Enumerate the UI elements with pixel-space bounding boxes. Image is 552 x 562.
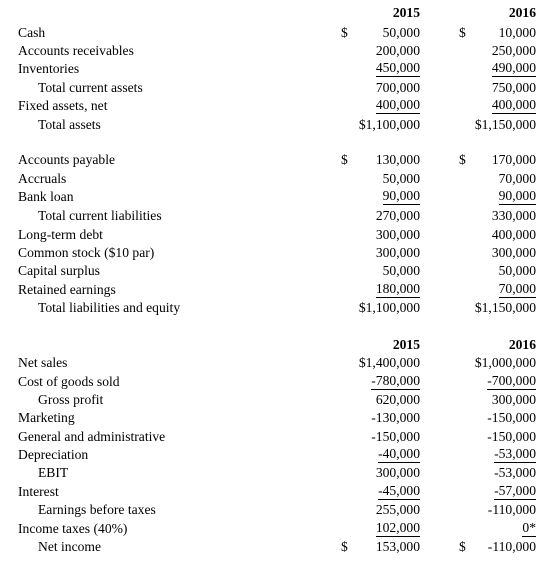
row-earnings-before-taxes xyxy=(0,501,552,519)
currency-symbol: $ xyxy=(459,539,466,554)
row-cash xyxy=(0,24,552,42)
row-net-sales xyxy=(0,354,552,372)
row-total-current-liabilities xyxy=(0,207,552,225)
value-2016: 300,000 xyxy=(491,245,536,260)
value-2015: 102,000 xyxy=(375,520,420,535)
value-2015: 270,000 xyxy=(375,208,420,223)
row-label: Total liabilities and equity xyxy=(38,300,181,315)
value-2016: $1,000,000 xyxy=(474,355,536,370)
row-marketing xyxy=(0,409,552,427)
row-label: Long-term debt xyxy=(18,227,103,242)
row-label: Marketing xyxy=(18,410,75,425)
row-label: Total current assets xyxy=(38,80,143,95)
value-2015: 620,000 xyxy=(375,392,420,407)
value-2015: 90,000 xyxy=(382,188,420,203)
row-label: Inventories xyxy=(18,61,80,76)
value-2015: 130,000 xyxy=(375,152,420,167)
row-accounts-receivables xyxy=(0,42,552,60)
value-2016: 750,000 xyxy=(491,80,536,95)
row-common-stock xyxy=(0,244,552,262)
value-2016: 490,000 xyxy=(491,60,536,75)
currency-symbol: $ xyxy=(459,25,466,40)
value-2016: 300,000 xyxy=(491,392,536,407)
row-label: Income taxes (40%) xyxy=(18,521,128,536)
value-2016: 70,000 xyxy=(498,171,536,186)
row-label: Accounts receivables xyxy=(18,43,134,58)
row-label: Capital surplus xyxy=(18,263,100,278)
value-2016: 0* xyxy=(522,520,536,535)
value-2016: $1,150,000 xyxy=(474,117,536,132)
row-fixed-assets xyxy=(0,97,552,115)
row-capital-surplus xyxy=(0,262,552,280)
balance-header-row xyxy=(0,4,552,22)
value-2016: -700,000 xyxy=(487,373,536,388)
row-depreciation xyxy=(0,446,552,464)
value-2016: 250,000 xyxy=(491,43,536,58)
value-2015: 50,000 xyxy=(382,263,420,278)
value-2015: -45,000 xyxy=(378,483,420,498)
currency-symbol: $ xyxy=(459,152,466,167)
value-2016: -110,000 xyxy=(487,502,536,517)
value-2016: 330,000 xyxy=(491,208,536,223)
value-2016: 400,000 xyxy=(491,97,536,112)
row-label: Cash xyxy=(18,25,46,40)
row-cost-of-goods-sold xyxy=(0,373,552,391)
value-2015: 255,000 xyxy=(375,502,420,517)
year-2015-header: 2015 xyxy=(392,337,420,352)
value-2015: $1,100,000 xyxy=(358,300,420,315)
row-label: Total current liabilities xyxy=(38,208,162,223)
value-2016: -150,000 xyxy=(487,410,536,425)
row-general-administrative xyxy=(0,428,552,446)
row-label: Depreciation xyxy=(18,447,89,462)
row-label: Retained earnings xyxy=(18,282,116,297)
value-2015: 400,000 xyxy=(375,97,420,112)
row-label: Accounts payable xyxy=(18,152,116,167)
value-2016: -53,000 xyxy=(494,465,536,480)
currency-symbol: $ xyxy=(341,152,348,167)
value-2015: 300,000 xyxy=(375,245,420,260)
value-2015: 180,000 xyxy=(375,281,420,296)
row-label: Bank loan xyxy=(18,189,74,204)
value-2015: 700,000 xyxy=(375,80,420,95)
value-2015: -130,000 xyxy=(371,410,420,425)
year-2016-header: 2016 xyxy=(508,5,536,20)
value-2015: 300,000 xyxy=(375,465,420,480)
value-2015: 153,000 xyxy=(375,539,420,554)
row-net-income xyxy=(0,538,552,556)
year-2015-header: 2015 xyxy=(392,5,420,20)
row-label: Common stock ($10 par) xyxy=(18,245,155,260)
value-2015: 200,000 xyxy=(375,43,420,58)
currency-symbol: $ xyxy=(341,539,348,554)
row-label: Net income xyxy=(38,539,102,554)
currency-symbol: $ xyxy=(341,25,348,40)
row-total-assets xyxy=(0,116,552,134)
row-retained-earnings xyxy=(0,281,552,299)
value-2015: -780,000 xyxy=(371,373,420,388)
row-bank-loan xyxy=(0,188,552,206)
income-header-row xyxy=(0,336,552,354)
value-2016: 170,000 xyxy=(491,152,536,167)
value-2015: 50,000 xyxy=(382,171,420,186)
row-total-current-assets xyxy=(0,79,552,97)
value-2015: -150,000 xyxy=(371,429,420,444)
value-2016: 50,000 xyxy=(498,263,536,278)
row-interest xyxy=(0,483,552,501)
row-label: Fixed assets, net xyxy=(18,98,108,113)
row-label: EBIT xyxy=(38,465,69,480)
value-2016: -150,000 xyxy=(487,429,536,444)
value-2016: -53,000 xyxy=(494,446,536,461)
value-2016: -57,000 xyxy=(494,483,536,498)
row-label: Gross profit xyxy=(38,392,104,407)
row-total-liabilities-equity xyxy=(0,299,552,317)
row-label: Earnings before taxes xyxy=(38,502,156,517)
value-2016: -110,000 xyxy=(487,539,536,554)
row-accounts-payable xyxy=(0,151,552,169)
value-2015: $1,400,000 xyxy=(358,355,420,370)
value-2016: 400,000 xyxy=(491,227,536,242)
year-2016-header: 2016 xyxy=(508,337,536,352)
row-label: Interest xyxy=(18,484,59,499)
value-2016: 70,000 xyxy=(498,281,536,296)
value-2016: 10,000 xyxy=(498,25,536,40)
row-label: Accruals xyxy=(18,171,67,186)
value-2015: 450,000 xyxy=(375,60,420,75)
value-2015: -40,000 xyxy=(378,446,420,461)
row-inventories xyxy=(0,60,552,78)
value-2015: 50,000 xyxy=(382,25,420,40)
value-2016: 90,000 xyxy=(498,188,536,203)
row-label: Total assets xyxy=(38,117,101,132)
row-ebit xyxy=(0,464,552,482)
row-long-term-debt xyxy=(0,226,552,244)
value-2015: 300,000 xyxy=(375,227,420,242)
value-2016: $1,150,000 xyxy=(474,300,536,315)
row-income-taxes xyxy=(0,520,552,538)
row-label: Net sales xyxy=(18,355,68,370)
row-accruals xyxy=(0,170,552,188)
value-2015: $1,100,000 xyxy=(358,117,420,132)
row-gross-profit xyxy=(0,391,552,409)
row-label: Cost of goods sold xyxy=(18,374,120,389)
row-label: General and administrative xyxy=(18,429,166,444)
